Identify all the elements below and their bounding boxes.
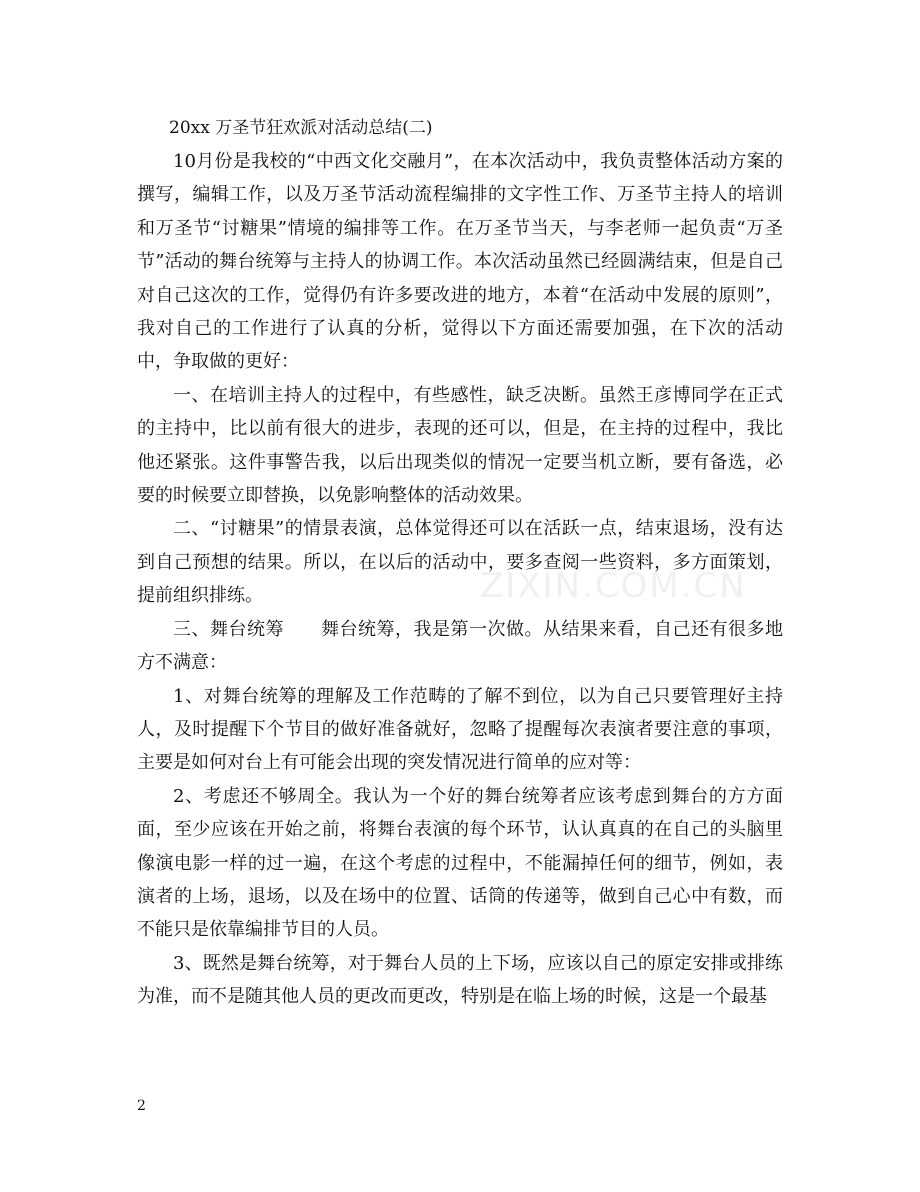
paragraph-point-one: 一、在培训主持人的过程中，有些感性，缺乏决断。虽然王彦博同学在正式的主持中，比以前有很大的进步，表现的还可以，但是，在主持的过程中，我比他还紧张。这件事警告我，以后出现类似的情况一定要当机立断，要有备选，必要的时候要立即替换，以免影响整体的活动效果。 bbox=[137, 384, 783, 507]
watermark: ZIXIN.COM.CN bbox=[480, 566, 747, 606]
document-title: 20xx 万圣节狂欢派对活动总结(二) bbox=[169, 118, 433, 138]
paragraph-point-three: 三、舞台统筹 舞台统筹，我是第一次做。从结果来看，自己还有很多地方不满意： bbox=[137, 618, 783, 674]
paragraph-intro: 10月份是我校的“中西文化交融月”，在本次活动中，我负责整体活动方案的撰写，编辑工作，以及万圣节活动流程编排的文字性工作、万圣节主持人的培训和万圣节“讨糖果”情境的编排等工作。在万圣节当天，与李老师一起负责“万圣节”活动的舞台统筹与主持人的协调工作。本次活动虽然已经圆满结束，但是自己对自己这次的工作，觉得仍有许多要改进的地方，本着“在活动中发展的原则”，我对自己的工作进行了认真的分析，觉得以下方面还需要加强，在下次的活动中，争取做的更好： bbox=[137, 151, 783, 373]
paragraph-point-two: 二、“讨糖果”的情景表演，总体觉得还可以在活跃一点，结束退场，没有达到自己预想的结果。所以，在以后的活动中，要多查阅一些资料，多方面策划，提前组织排练。 bbox=[137, 518, 783, 607]
paragraph-item-1: 1、对舞台统筹的理解及工作范畴的了解不到位，以为自己只要管理好主持人，及时提醒下个节目的做好准备就好，忽略了提醒每次表演者要注意的事项，主要是如何对台上有可能会出现的突发情况进行简单的应对等： bbox=[137, 685, 783, 774]
page-number: 2 bbox=[137, 1098, 146, 1114]
paragraph-item-2: 2、考虑还不够周全。我认为一个好的舞台统筹者应该考虑到舞台的方方面面，至少应该在开始之前，将舞台表演的每个环节，认认真真的在自己的头脑里像演电影一样的过一遍，在这个考虑的过程中，不能漏掉任何的细节，例如，表演者的上场，退场，以及在场中的位置、话筒的传递等，做到自己心中有数，而不能只是依靠编排节目的人员。 bbox=[137, 785, 783, 941]
paragraph-item-3: 3、既然是舞台统筹，对于舞台人员的上下场，应该以自己的原定安排或排练为准，而不是随其他人员的更改而更改，特别是在临上场的时候，这是一个最基 bbox=[137, 952, 783, 1008]
document-body bbox=[137, 112, 783, 1014]
